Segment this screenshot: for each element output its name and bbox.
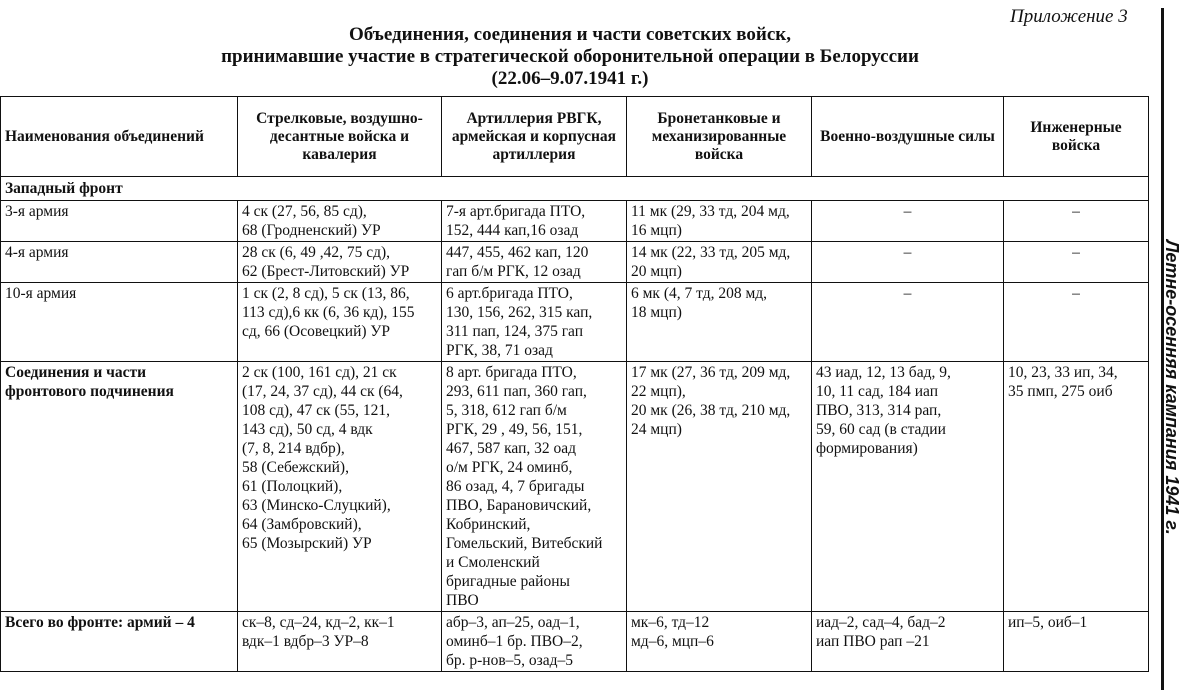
cell-line: – [1072,285,1080,302]
header-row [1,97,1149,177]
cell-line: и Смоленский [446,554,540,571]
cell-line: иад–2, сад–4, бад–2 [816,614,946,631]
cell-line: 2 ск (100, 161 сд), 21 ск [242,364,397,381]
formation-name [1,362,238,612]
cell-line: 14 мк (22, 33 тд, 205 мд, [631,244,791,261]
table-row [1,242,1149,283]
header-cell: Инженерные войска [1004,97,1149,177]
cell-engineer [1004,242,1149,283]
cell-line: иап ПВО рап –21 [816,633,930,650]
cell-line: вдк–1 вдбр–3 УР–8 [242,633,369,650]
cell-line: Всего во фронте: армий – 4 [5,614,195,631]
cell-line: – [903,203,912,220]
cell-line: 17 мк (27, 36 тд, 209 мд, [631,364,791,381]
cell-line: 64 (Замбровский), [242,516,362,533]
cell-line: 4-я армия [5,244,69,261]
cell-line: (7, 8, 214 вдбр), [242,440,345,457]
cell-rifle [238,201,442,242]
cell-line: 6 мк (4, 7 тд, 208 мд, [631,285,768,302]
cell-line: 20 мцп) [631,263,682,280]
cell-line: 1 ск (2, 8 сд), 5 ск (13, 86, [242,285,410,302]
cell-air [812,283,1004,362]
cell-line: 293, 611 пап, 360 гап, [446,383,587,400]
formation-name [1,283,238,362]
cell-line: сд, 66 (Осовецкий) УР [242,323,391,340]
appendix-label: Приложение 3 [1010,6,1128,27]
section-row [1,177,1149,201]
cell-line: 311 пап, 124, 375 гап [446,323,584,340]
cell-artillery [442,362,627,612]
cell-line: – [903,285,912,302]
cell-line: – [1072,244,1080,261]
cell-line: – [903,244,912,261]
cell-rifle [238,362,442,612]
cell-line: абр–3, ап–25, оад–1, [446,614,580,631]
cell-line: 4 ск (27, 56, 85 сд), [242,203,367,220]
header-cell: Наименования объединений [1,97,238,177]
cell-line: 467, 587 кап, 32 оад [446,440,577,457]
cell-line: 59, 60 сад (в стадии [816,421,946,438]
cell-armor [627,283,812,362]
cell-line: бр. р-нов–5, озад–5 [446,652,574,669]
cell-line: 22 мцп), [631,383,686,400]
header-cell: Бронетанковые и механизированные войска [627,97,812,177]
cell-line: 10, 11 сад, 184 иап [816,383,939,400]
cell-line: 65 (Мозырский) УР [242,535,372,552]
cell-artillery [442,612,627,672]
cell-line: 62 (Брест-Литовский) УР [242,263,410,280]
cell-line: 5, 318, 612 гап б/м [446,402,567,419]
cell-line: Гомельский, Витебский [446,535,603,552]
cell-line: 61 (Полоцкий), [242,478,343,495]
cell-artillery [442,242,627,283]
section-title: Западный фронт [1,177,1149,201]
cell-line: 28 ск (6, 49 ,42, 75 сд), [242,244,390,261]
cell-line: оминб–1 бр. ПВО–2, [446,633,583,650]
cell-air [812,362,1004,612]
document-title [140,24,1000,90]
cell-line: фронтового подчинения [5,383,174,400]
title-line: Объединения, соединения и части советских войск, [348,24,792,45]
cell-artillery [442,201,627,242]
totals-row [1,612,1149,672]
front-units-row [1,362,1149,612]
cell-line: 86 озад, 4, 7 бригады [446,478,585,495]
cell-line: ПВО, 313, 314 рап, [816,402,942,419]
cell-line: 10-я армия [5,285,77,302]
cell-line: 11 мк (29, 33 тд, 204 мд, [631,203,790,220]
title-line: (22.06–9.07.1941 г.) [491,68,649,89]
cell-line: мк–6, тд–12 [631,614,710,631]
formation-name [1,242,238,283]
cell-rifle [238,242,442,283]
cell-line: 108 сд), 47 ск (55, 121, [242,402,390,419]
cell-line: 130, 156, 262, 315 кап, [446,304,593,321]
cell-line: 143 сд), 50 сд, 4 вдк [242,421,373,438]
cell-line: РГК, 29 , 49, 56, 151, [446,421,583,438]
cell-line: 6 арт.бригада ПТО, [446,285,573,302]
cell-rifle [238,612,442,672]
title-line: принимавшие участие в стратегической оборонительной операции в Белоруссии [221,46,919,67]
side-caption-text: Летне-осенняя кампания 1941 г. [1162,240,1182,535]
header-cell: Стрелковые, воздушно-десантные войска и кавалерия [238,97,442,177]
cell-line: 58 (Себежский), [242,459,349,476]
cell-line: Кобринский, [446,516,531,533]
formation-name [1,612,238,672]
cell-line: мд–6, мцп–6 [631,633,714,650]
cell-air [812,201,1004,242]
formation-name [1,201,238,242]
cell-line: 3-я армия [5,203,69,220]
cell-line: ск–8, сд–24, кд–2, кк–1 [242,614,395,631]
cell-armor [627,242,812,283]
header-cell: Военно-воздушные силы [812,97,1004,177]
cell-line: 16 мцп) [631,222,682,239]
cell-line: о/м РГК, 24 оминб, [446,459,573,476]
cell-line: 43 иад, 12, 13 бад, 9, [816,364,951,381]
cell-line: 152, 444 кап,16 озад [446,222,579,239]
header-cell: Артиллерия РВГК, армейская и корпусная артиллерия [442,97,627,177]
cell-armor [627,362,812,612]
cell-line: ПВО [446,592,479,609]
cell-line: Соединения и части [5,364,147,381]
cell-line: 8 арт. бригада ПТО, [446,364,577,381]
table-row [1,283,1149,362]
cell-armor [627,201,812,242]
cell-line: бригадные районы [446,573,570,590]
cell-engineer [1004,283,1149,362]
cell-air [812,242,1004,283]
cell-artillery [442,283,627,362]
cell-engineer [1004,362,1149,612]
cell-line: 63 (Минско-Слуцкий), [242,497,391,514]
cell-line: – [1072,203,1080,220]
cell-line: 35 пмп, 275 оиб [1008,383,1113,400]
table-row [1,201,1149,242]
cell-air [812,612,1004,672]
cell-line: ПВО, Барановичский, [446,497,592,514]
cell-rifle [238,283,442,362]
cell-line: 24 мцп) [631,421,682,438]
cell-line: 113 сд),6 кк (6, 36 кд), 155 [242,304,415,321]
units-table [0,96,1149,672]
cell-line: 18 мцп) [631,304,682,321]
cell-line: (17, 24, 37 сд), 44 ск (64, [242,383,403,400]
cell-line: гап б/м РГК, 12 озад [446,263,581,280]
cell-line: 7-я арт.бригада ПТО, [446,203,586,220]
cell-line: 68 (Гродненский) УР [242,222,381,239]
cell-engineer [1004,612,1149,672]
cell-armor [627,612,812,672]
cell-line: 20 мк (26, 38 тд, 210 мд, [631,402,791,419]
cell-line: 447, 455, 462 кап, 120 [446,244,589,261]
cell-engineer [1004,201,1149,242]
cell-line: ип–5, оиб–1 [1008,614,1088,631]
cell-line: формирования) [816,440,918,457]
cell-line: РГК, 38, 71 озад [446,342,553,359]
cell-line: 10, 23, 33 ип, 34, [1008,364,1118,381]
